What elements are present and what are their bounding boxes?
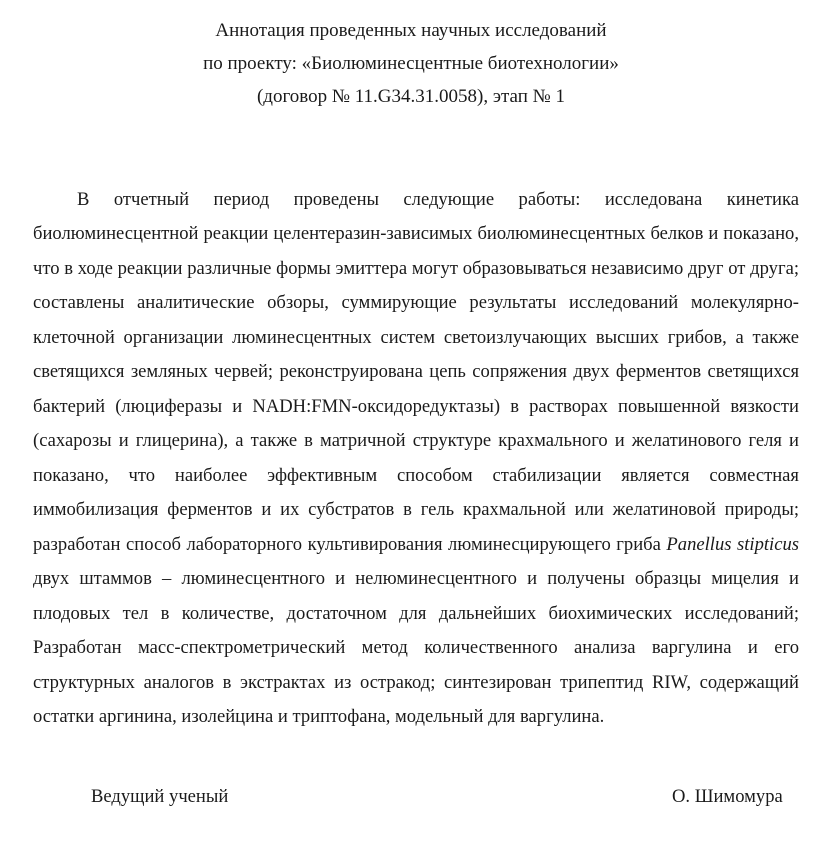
paragraph-text-part-1: В отчетный период проведены следующие работы: исследована кинетика биолюминесцентной реакции целентеразин-зависимых биолюминесцентных белков и показано, что в ходе реакции различные формы эмиттера могут образовываться независимо друг от друга; составлены аналитические обзоры, суммирующие результаты исследований молекулярно-клеточной организации люминесцентных систем светоизлучающих высших грибов, а также светящихся земляных червей; реконструирована цепь сопряжения двух ферментов светящихся бактерий (люциферазы и NADH:FMN-оксидоредуктазы) в растворах повышенной вязкости (сахарозы и глицерина), а также в матричной структуре крахмального и желатинового геля и показано, что наиболее эффективным способом стабилизации является совместная иммобилизация ферментов и их субстратов в гель крахмальной или желатиновой природы; разработан способ лабораторного культивирования люминесцирующего гриба [33,188,799,555]
paragraph-text-part-2: двух штаммов – люминесцентного и нелюминесцентного и получены образцы мицелия и плодовых тел в количестве, достаточном для дальнейших биохимических исследований; Разработан масс-спектрометрический метод количественного анализа варгулина и его структурных аналогов в экстрактах из остракод; синтезирован трипептид RIW, содержащий остатки аргинина, изолейцина и триптофана, модельный для варгулина. [33,568,799,728]
title-line-2: по проекту: «Биолюминесцентные биотехнологии» [203,53,619,74]
species-name: Panellus stipticus [666,533,799,555]
annotation-paragraph [33,183,799,735]
signature-role: Ведущий ученый [91,786,229,807]
signature-block [0,786,822,816]
title-line-1: Аннотация проведенных научных исследований [215,20,607,41]
signature-name: О. Шимомура [672,786,783,807]
document-header [0,14,822,113]
title-line-3: (договор № 11.G34.31.0058), этап № 1 [256,86,566,107]
